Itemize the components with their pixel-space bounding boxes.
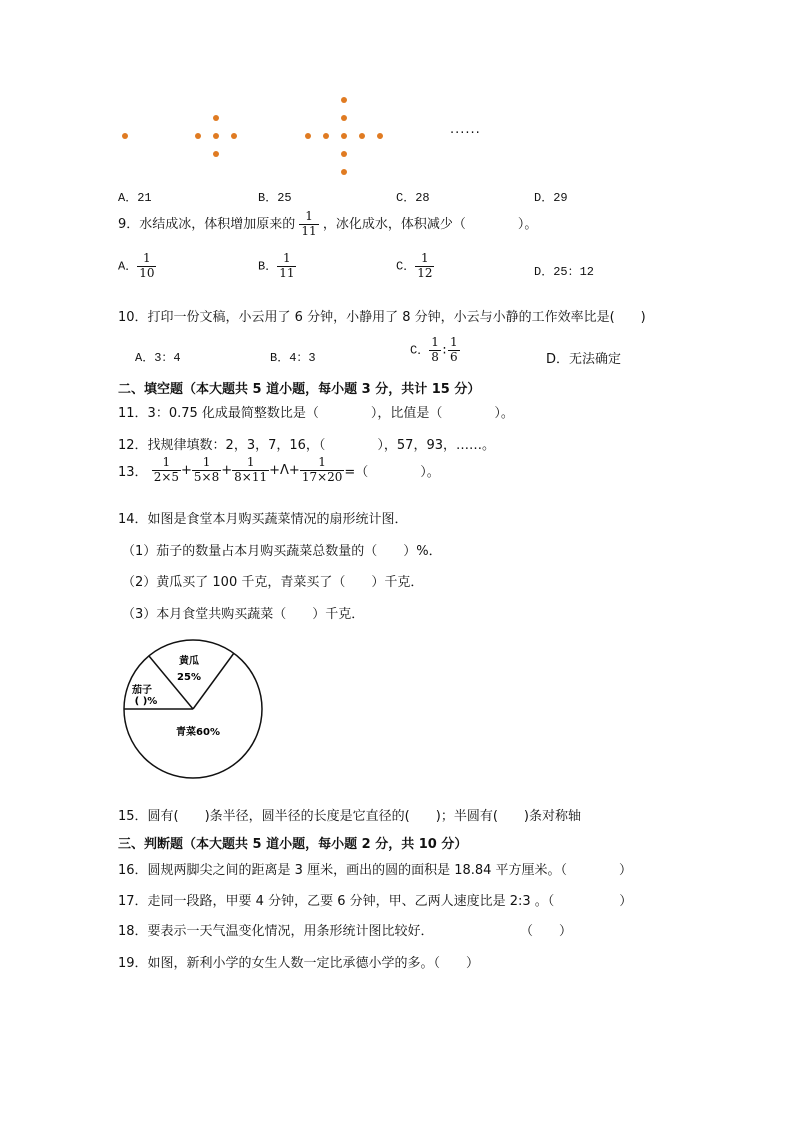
section-3-heading: 三、判断题（本大题共 5 道小题，每小题 2 分，共 10 分） — [118, 837, 468, 852]
pattern-dot — [305, 133, 311, 139]
q10-option-b[interactable]: B．4：3 — [270, 351, 316, 365]
question-18-answer-paren[interactable]: （ ） — [520, 924, 573, 939]
q10-option-a[interactable]: A．3：4 — [135, 351, 181, 365]
q8-option-d[interactable]: D．29 — [534, 191, 568, 205]
question-18: 18．要表示一天气温变化情况，用条形统计图比较好． — [118, 924, 434, 939]
pie-label-cucumber: 黄瓜 — [179, 656, 199, 667]
pattern-dot — [341, 133, 347, 139]
q10-option-c[interactable]: C． $\frac{1}{8}$ : $\frac{1}{6}$ — [410, 335, 458, 364]
q9-text-b: ，冰化成水，体积减少（ ）。 — [322, 216, 538, 232]
question-17: 17．走同一段路，甲要 4 分钟，乙要 6 分钟，甲、乙两人速度比是 2:3 。（ ） — [118, 894, 633, 909]
pattern-dot — [323, 133, 329, 139]
question-11: 11．3：0.75 化成最简整数比是（ ），比值是（ ）。 — [118, 406, 514, 421]
pattern-dot — [213, 133, 219, 139]
q8-option-c[interactable]: C．28 — [396, 191, 430, 205]
pie-label-eggplant-pct: ( )% — [134, 696, 158, 707]
section-2-heading: 二、填空题（本大题共 5 道小题，每小题 3 分，共计 15 分） — [118, 382, 481, 397]
q9-option-c[interactable]: C． $\frac{1}{12}$ — [396, 251, 433, 280]
pattern-dot — [213, 151, 219, 157]
q9-text-a: 9．水结成冰，体积增加原来的 — [118, 216, 296, 232]
q9-option-b[interactable]: B． $\frac{1}{11}$ — [258, 251, 295, 280]
pie-label-greens: 青菜60% — [176, 727, 220, 738]
pattern-dot — [213, 115, 219, 121]
question-14-part-2: （2）黄瓜买了 100 千克，青菜买了（ ）千克． — [122, 575, 424, 590]
question-14-part-1: （1）茄子的数量占本月购买蔬菜总数量的（ ）%． — [122, 544, 442, 559]
vegetable-pie-chart — [120, 638, 270, 784]
q9-option-a[interactable]: A． $\frac{1}{10}$ — [118, 251, 155, 280]
pattern-dot — [341, 97, 347, 103]
q10-option-d[interactable]: D．无法确定 — [546, 352, 622, 367]
question-12: 12．找规律填数：2，3，7，16，（ ），57，93，……。 — [118, 438, 495, 453]
q8-option-a[interactable]: A．21 — [118, 191, 152, 205]
pattern-dot — [195, 133, 201, 139]
pattern-dot — [341, 115, 347, 121]
question-9 — [118, 210, 537, 239]
pattern-ellipsis: ······ — [450, 126, 481, 141]
pattern-dot — [359, 133, 365, 139]
pattern-dot — [122, 133, 128, 139]
question-16: 16．圆规两脚尖之间的距离是 3 厘米，画出的圆的面积是 18.84 平方厘米。（ ） — [118, 863, 633, 878]
pattern-dot — [231, 133, 237, 139]
q9-option-d[interactable]: D．25：12 — [534, 265, 595, 279]
question-14: 14．如图是食堂本月购买蔬菜情况的扇形统计图． — [118, 512, 408, 527]
question-19: 19．如图，新利小学的女生人数一定比承德小学的多。（ ） — [118, 956, 480, 971]
pattern-dot — [377, 133, 383, 139]
pie-label-eggplant: 茄子 — [132, 685, 152, 696]
q9-fraction: $\frac{1}{11}$ — [301, 209, 317, 238]
pattern-dot — [341, 151, 347, 157]
q8-option-b[interactable]: B．25 — [258, 191, 292, 205]
pattern-dot — [341, 169, 347, 175]
question-14-part-3: （3）本月食堂共购买蔬菜（ ）千克． — [122, 607, 365, 622]
question-10: 10．打印一份文稿，小云用了 6 分钟，小静用了 8 分钟，小云与小静的工作效率比是( ) — [118, 310, 646, 325]
pie-label-cucumber-pct: 25% — [177, 672, 201, 683]
question-15: 15．圆有( )条半径，圆半径的长度是它直径的( )；半圆有( )条对称轴 — [118, 809, 581, 824]
question-13: 13． $\frac{1}{2\times 5}$ + $\frac{1}{5\times 8}$ + $\frac{1}{8\times 11}$ +Λ+ $\frac{1}{17\times 20}$ =（ ）。 — [118, 455, 440, 484]
